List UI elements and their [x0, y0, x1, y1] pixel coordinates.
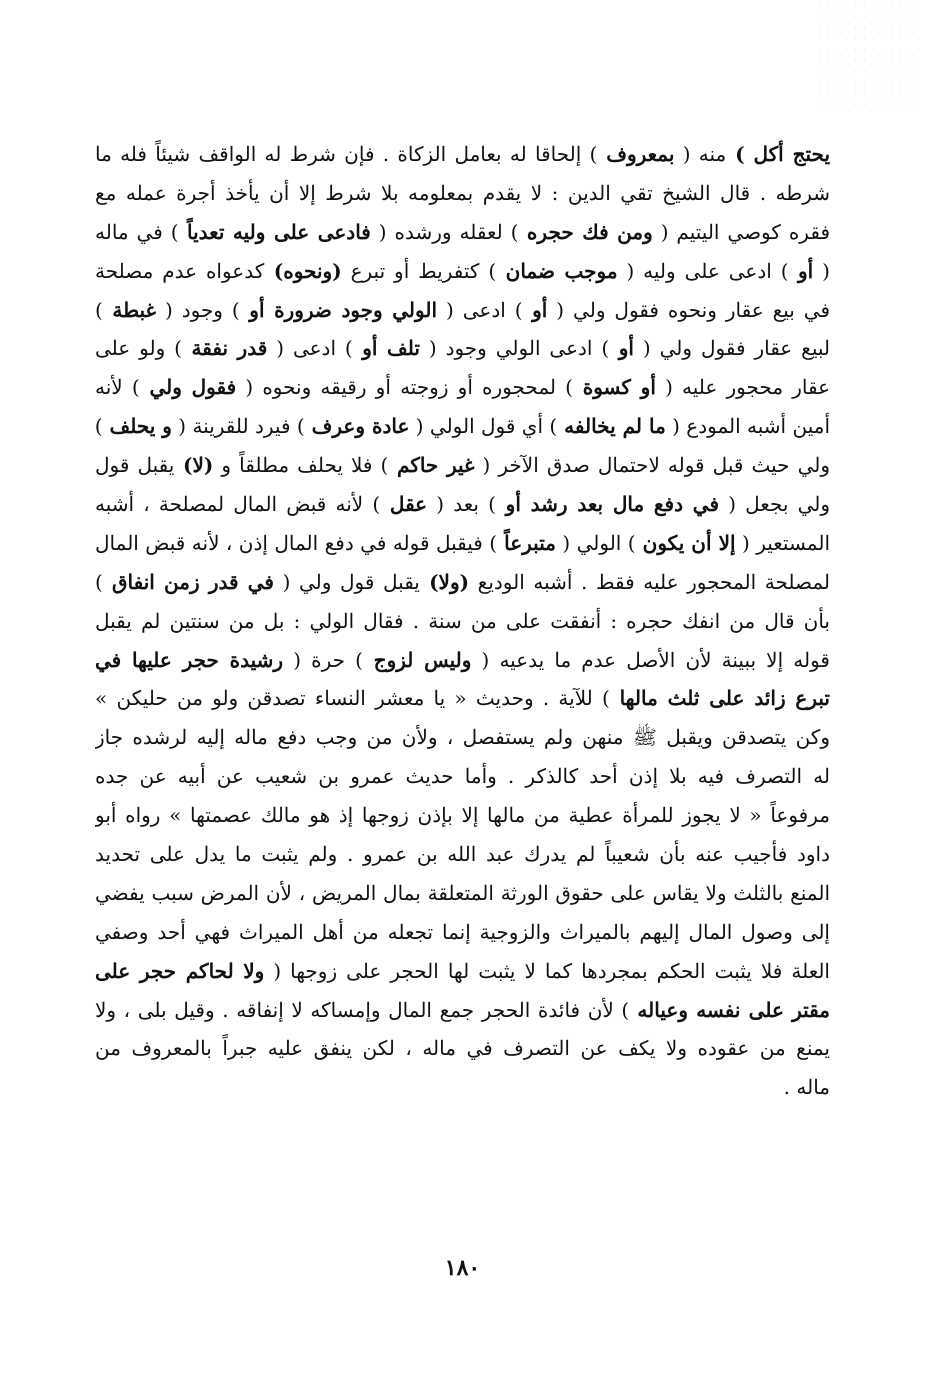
matn-text: (ولا)	[419, 569, 470, 594]
matn-text: ولا لحاكم حجر على	[95, 958, 265, 983]
matn-text: متبرعاً	[497, 530, 556, 555]
matn-text: تلف أو	[352, 336, 420, 361]
text-line	[95, 407, 830, 446]
matn-text: في دفع مال بعد رشد أو	[495, 492, 720, 517]
commentary-text: ) للآية . وحديث « يا معشر النساء تصدقن ولو من حليكن »	[95, 686, 610, 711]
commentary-text: ) أي قول الولي (	[409, 414, 558, 439]
commentary-text: لبيع عقار فقول ولي (	[633, 336, 830, 361]
matn-text: أو كسوة	[572, 375, 656, 400]
matn-text: الولي وجود ضرورة أو	[239, 297, 438, 322]
commentary-text: العلة فلا يثبت الحكم بمجردها كما لا يثبت لها الحجر على زوجها (	[264, 958, 830, 983]
commentary-text: ) كتفريط أو تبرع	[341, 258, 497, 283]
commentary-text: ماله .	[783, 1075, 830, 1100]
commentary-text: له التصرف فيه بلا إذن أحد كالذكر . وأما حديث عمرو بن شعيب عن أبيه عن جده	[95, 764, 830, 789]
matn-text: و يحلف	[102, 414, 172, 439]
commentary-text: شرطه . قال الشيخ تقي الدين : لا يقدم بمعلومه بلا شرط إلا أن يأخذ أجرة عمله مع	[95, 180, 830, 205]
text-line	[95, 874, 830, 913]
commentary-text: ) فيرد للقرينة (	[171, 414, 305, 439]
matn-text: أو	[522, 297, 548, 322]
matn-text: قدر نفقة	[181, 336, 268, 361]
text-line	[95, 213, 830, 252]
matn-text: وليس لزوج	[362, 647, 472, 672]
commentary-text: داود فأجيب عنه بأن شعيباً لم يدرك عبد الله بن عمرو . ولم يثبت ما يدل على تحديد	[95, 842, 830, 867]
matn-text: فقول ولي	[139, 375, 237, 400]
text-line	[95, 329, 830, 368]
matn-text: فادعى على وليه تعدياً	[178, 219, 371, 244]
commentary-text: وكن يتصدقن ويقبل ﷺ منهن ولم يستفصل ، ولأن من وجب دفع ماله إليه لرشده جاز	[95, 725, 830, 750]
commentary-text: )	[95, 414, 103, 439]
commentary-text: لمصلحة المحجور عليه فقط . أشبه الوديع	[469, 569, 830, 594]
matn-text: غير حاكم	[388, 453, 475, 478]
commentary-text: ) وجود (	[156, 297, 240, 322]
matn-text: إلا أن يكون	[635, 530, 736, 555]
commentary-text: (	[813, 258, 830, 283]
commentary-text: ) في ماله	[95, 219, 179, 244]
matn-text: في قدر زمن انفاق	[102, 569, 274, 594]
text-line	[95, 1068, 830, 1107]
text-line	[95, 252, 830, 291]
matn-text: غبطة	[102, 297, 156, 322]
matn-text: مقتر على نفسه وعياله	[629, 997, 830, 1022]
text-line	[95, 446, 830, 485]
text-line	[95, 952, 830, 991]
commentary-text: ) حرة (	[283, 647, 363, 672]
commentary-text: ولي حيث قبل قوله لاحتمال صدق الآخر (	[474, 453, 830, 478]
matn-text: موجب ضمان	[496, 258, 618, 283]
commentary-text: يقبل قول	[95, 453, 175, 478]
commentary-text: ) لمحجوره أو زوجته أو رقيقه ونحوه (	[236, 375, 573, 400]
text-line	[95, 641, 830, 680]
commentary-text: المستعير (	[735, 530, 830, 555]
commentary-text: ) فيقبل قوله في دفع المال إذن ، لأنه قبض المال	[95, 530, 498, 555]
commentary-text: إلى وصول المال إليهم بالميراث والزوجية إنما تجعله من أهل الميراث فهي أحد وصفي	[95, 919, 830, 944]
text-line	[95, 913, 830, 952]
text-line	[95, 835, 830, 874]
commentary-text: ) لأنه قبض المال لمصلحة ، أشبه	[95, 492, 381, 517]
commentary-text: ) ادعى الولي وجود (	[419, 336, 610, 361]
commentary-text: في بيع عقار ونحوه فقول ولي (	[547, 297, 830, 322]
commentary-text: ) ادعى (	[267, 336, 353, 361]
text-line	[95, 991, 830, 1030]
text-line	[95, 524, 830, 563]
commentary-text: )	[95, 569, 103, 594]
matn-text: عقل	[380, 492, 428, 517]
commentary-text: )	[95, 297, 103, 322]
commentary-text: فقره كوصي اليتيم (	[652, 219, 830, 244]
commentary-text: يقبل قول ولي (	[274, 569, 420, 594]
commentary-text: ) الولي (	[555, 530, 636, 555]
commentary-text: مرفوعاً « لا يجوز للمرأة عطية من مالها إلا بإذن زوجها إذ هو مالك عصمتها » رواه أبو	[95, 803, 830, 828]
commentary-text: المنع بالثلث ولا يقاس على حقوق الورثة المتعلقة بمال المريض ، لأن المرض سبب يفضي	[95, 880, 830, 905]
commentary-text: ) ادعى على وليه (	[617, 258, 789, 283]
commentary-text: ) إلحاقا له بعامل الزكاة . فإن شرط له الواقف شيئاً فله ما	[95, 142, 598, 166]
matn-text: يحتج أكل )	[726, 142, 830, 166]
matn-text: بمعروف	[597, 142, 675, 166]
text-line	[95, 796, 830, 835]
text-line	[95, 368, 830, 407]
matn-text: (لا)	[174, 453, 214, 478]
text-line	[95, 757, 830, 796]
commentary-text: ) لعقله ورشده (	[370, 219, 519, 244]
text-line	[95, 174, 830, 213]
text-line	[95, 135, 830, 174]
commentary-text: ) لأن فائدة الحجر جمع المال وإمساكه لا إنفاقه . وقيل بلى ، ولا	[95, 997, 630, 1022]
text-line	[95, 485, 830, 524]
body-text	[95, 135, 830, 1107]
commentary-text: ) ولو على	[95, 336, 182, 361]
text-line	[95, 563, 830, 602]
commentary-text: ) فلا يحلف مطلقاً و	[213, 453, 389, 478]
text-line	[95, 679, 830, 718]
commentary-text: ) لأنه	[95, 375, 140, 400]
matn-text: تبرع زائد على ثلث مالها	[609, 686, 830, 711]
commentary-text: كدعواه عدم مصلحة	[95, 258, 265, 283]
matn-text: رشيدة حجر عليها في	[95, 647, 284, 672]
commentary-text: بأن قال من انفك حجره : أنفقت على من سنة . فقال الولي : بل من سنتين لم يقبل	[95, 608, 830, 633]
matn-text: أو	[609, 336, 634, 361]
commentary-text: عقار محجور عليه (	[655, 375, 830, 400]
text-line	[95, 1029, 830, 1068]
matn-text: عادة وعرف	[304, 414, 410, 439]
commentary-text: أمين أشبه المودع (	[665, 414, 830, 439]
commentary-text: ولي بجعل (	[719, 492, 830, 517]
commentary-text: منه (	[674, 142, 727, 166]
text-line	[95, 602, 830, 641]
text-line	[95, 718, 830, 757]
text-line	[95, 291, 830, 330]
scan-noise	[815, 0, 925, 110]
matn-text: ومن فك حجره	[518, 219, 653, 244]
commentary-text: يمنع من عقوده ولا يكف عن التصرف في ماله ، لكن ينفق عليه جبراً بالمعروف من	[95, 1036, 830, 1061]
matn-text: ما لم يخالفه	[557, 414, 666, 439]
commentary-text: ) بعد (	[427, 492, 496, 517]
commentary-text: قوله إلا ببينة لأن الأصل عدم ما يدعيه (	[471, 647, 830, 672]
matn-text: أو	[788, 258, 814, 283]
matn-text: (ونحوه)	[264, 258, 342, 283]
page-number: ١٨٠	[444, 1255, 481, 1281]
commentary-text: ) ادعى (	[437, 297, 523, 322]
